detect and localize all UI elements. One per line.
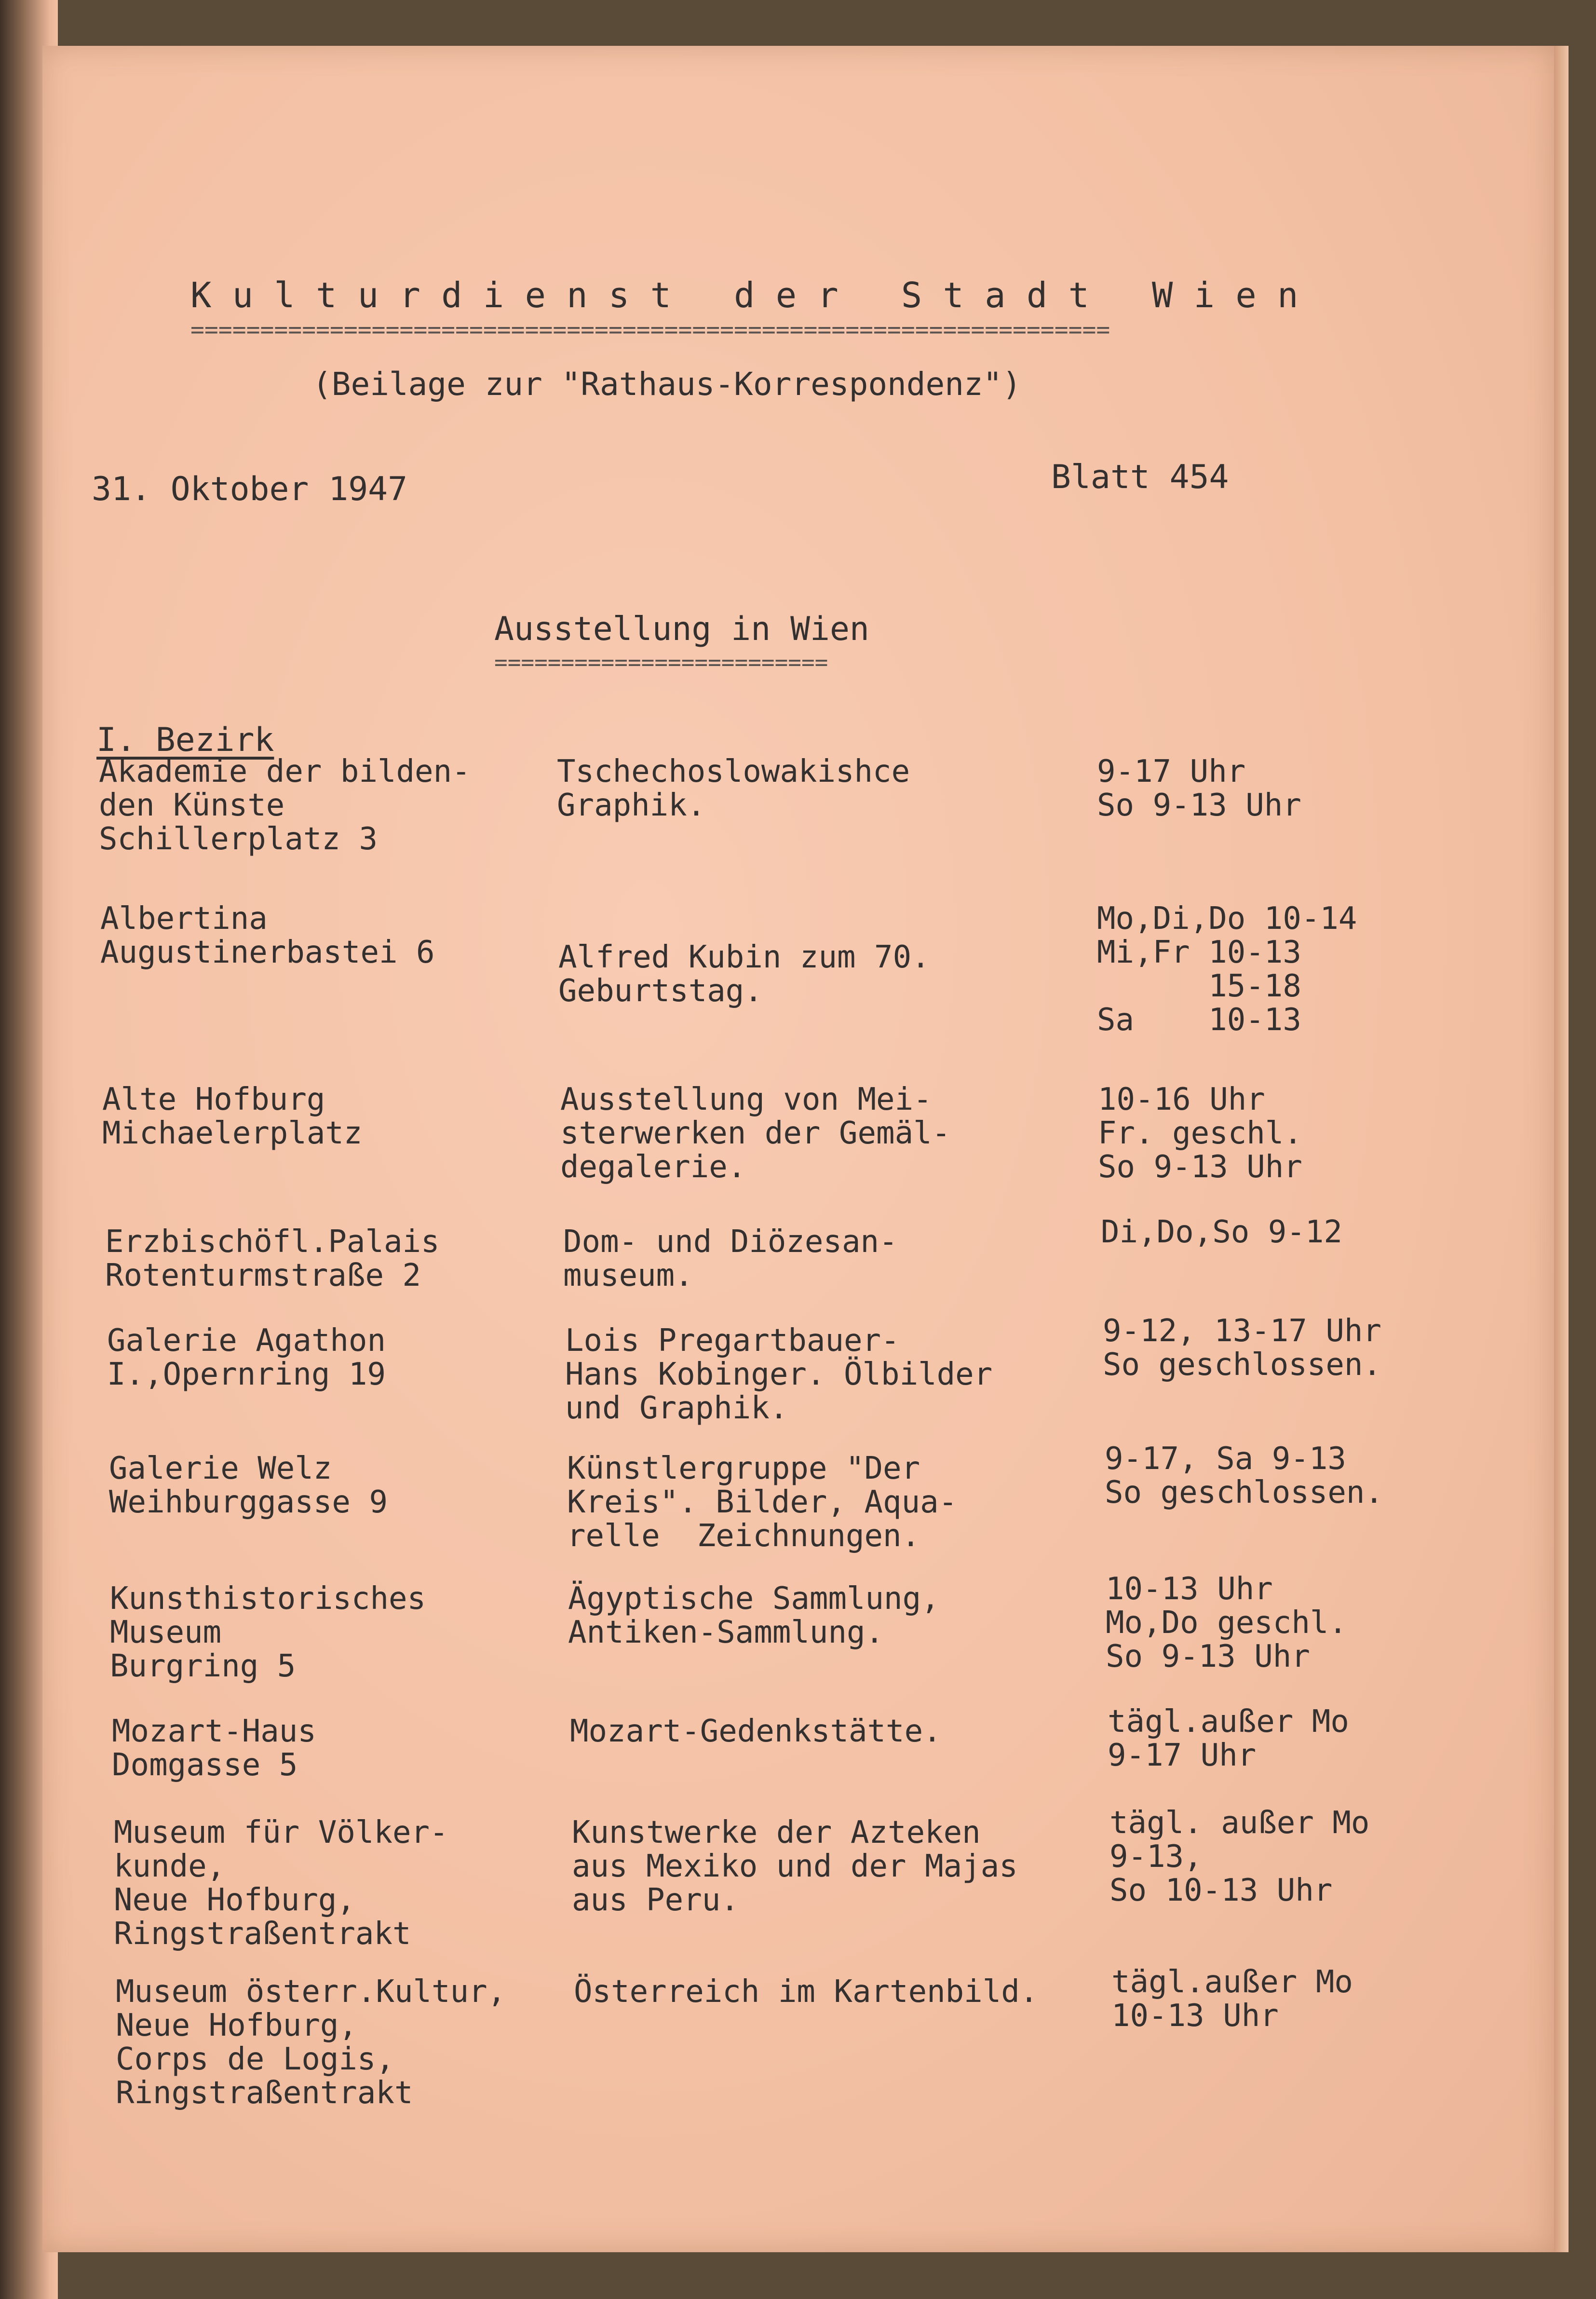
masthead-title: K u l t u r d i e n s t d e r S t a d t W i e n [190,275,1298,315]
sheet-number: Blatt 454 [1051,458,1229,496]
venue: Galerie Agathon I.,Opernring 19 [107,1323,386,1392]
exhibition: Künstlergruppe "Der Kreis". Bilder, Aqua- relle Zeichnungen. [567,1451,958,1554]
venue: Museum für Völker- kunde, Neue Hofburg, Ringstraßentrakt [114,1815,448,1952]
opening-hours: Di,Do,So 9-12 [1101,1214,1342,1250]
exhibition: Dom- und Diözesan- museum. [563,1224,898,1293]
exhibition: Kunstwerke der Azteken aus Mexiko und der Majas aus Peru. [572,1815,1018,1918]
opening-hours: tägl.außer Mo 9-17 Uhr [1108,1704,1349,1773]
opening-hours: tägl.außer Mo 10-13 Uhr [1111,1964,1353,2034]
exhibition: Ägyptische Sammlung, Antiken-Sammlung. [568,1581,940,1650]
opening-hours: 9-17 Uhr So 9-13 Uhr [1097,754,1301,823]
exhibition: Mozart-Gedenkstätte. [570,1714,942,1749]
section-heading: Ausstellung in Wien [494,610,869,648]
exhibition: Alfred Kubin zum 70. Geburtstag. [558,939,930,1009]
masthead-double-rule: ================================================================== [190,321,1110,339]
district-heading: I. Bezirk [96,721,274,759]
exhibition: Ausstellung von Mei- sterwerken der Gemäl- degalerie. [560,1082,951,1185]
venue: Kunsthistorisches Museum Burgring 5 [110,1581,426,1684]
venue: Mozart-Haus Domgasse 5 [112,1714,316,1783]
venue: Alte Hofburg Michaelerplatz [102,1082,363,1151]
exhibition: Österreich im Kartenbild. [574,1974,1039,2010]
heading-double-rule: ========================= [494,653,828,671]
opening-hours: 9-17, Sa 9-13 So geschlossen. [1105,1441,1383,1510]
opening-hours: tägl. außer Mo 9-13, So 10-13 Uhr [1109,1805,1370,1908]
exhibition: Lois Pregartbauer- Hans Kobinger. Ölbilder und Graphik. [565,1323,993,1426]
venue: Museum österr.Kultur, Neue Hofburg, Corps de Logis, Ringstraßentrakt [116,1974,506,2111]
page-edge [1554,46,1569,2252]
opening-hours: Mo,Di,Do 10-14 Mi,Fr 10-13 15-18 Sa 10-13 [1097,901,1357,1038]
venue: Albertina Augustinerbastei 6 [100,901,435,970]
opening-hours: 9-12, 13-17 Uhr So geschlossen. [1103,1313,1381,1383]
exhibition: Tschechoslowakishce Graphik. [557,754,910,823]
issue-date: 31. Oktober 1947 [92,470,408,508]
venue: Galerie Welz Weihburggasse 9 [109,1451,388,1520]
venue: Akademie der bilden- den Künste Schillerplatz 3 [99,754,471,857]
opening-hours: 10-16 Uhr Fr. geschl. So 9-13 Uhr [1098,1082,1302,1185]
subtitle: (Beilage zur "Rathaus-Korrespondenz") [312,366,1022,403]
opening-hours: 10-13 Uhr Mo,Do geschl. So 9-13 Uhr [1106,1571,1347,1674]
venue: Erzbischöfl.Palais Rotenturmstraße 2 [105,1224,440,1293]
